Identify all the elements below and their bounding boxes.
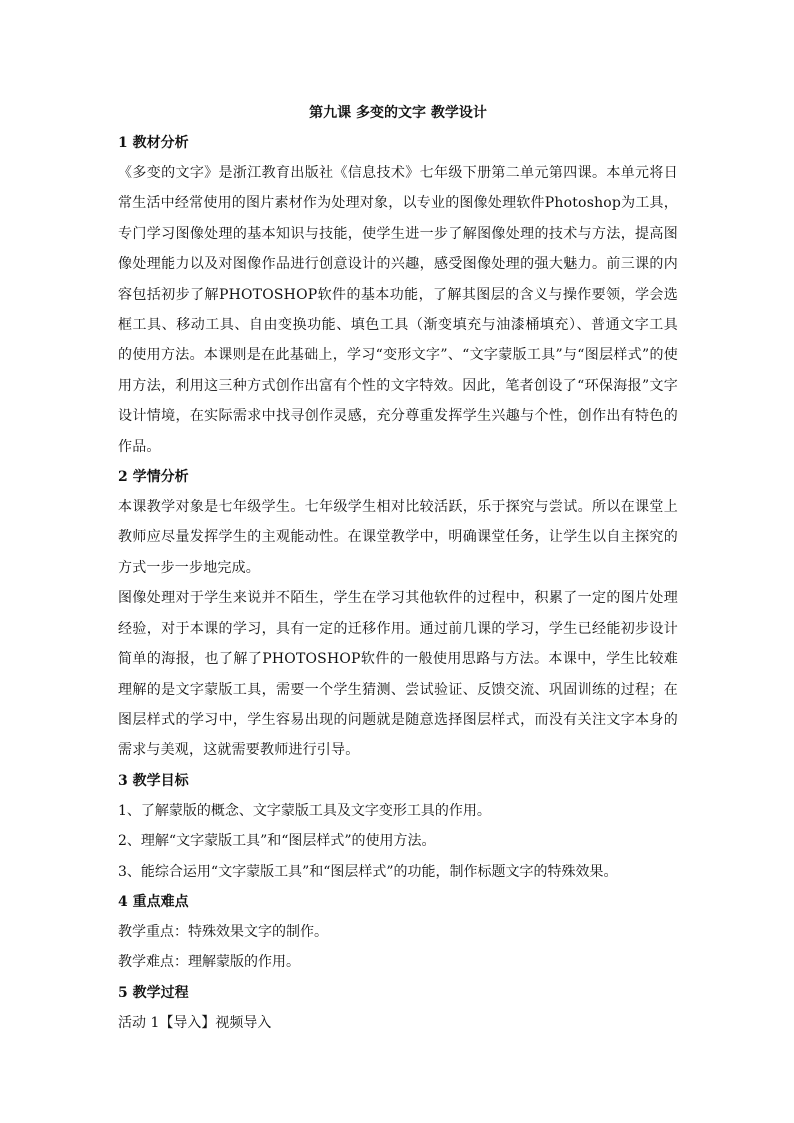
section-heading: 5 教学过程 bbox=[118, 984, 189, 1001]
section-teaching-process bbox=[118, 978, 678, 1038]
paragraph: 图像处理对于学生来说并不陌生，学生在学习其他软件的过程中，积累了一定的图片处理经验，对于本课的学习，具有一定的迁移作用。通过前几课的学习，学生已经能初步设计简单的海报，也了解了PHOTOSHOP软件的一般使用思路与方法。本课中，学生比较难理解的是文字蒙版工具，需要一个学生猜测、尝试验证、反馈交流、巩固训练的过程；在图层样式的学习中，学生容易出现的问题就是随意选择图层样式，而没有关注文字本身的需求与美观，这就需要教师进行引导。 bbox=[118, 590, 678, 759]
objective-item: 3、能综合运用“文字蒙版工具”和“图层样式”的功能，制作标题文字的特殊效果。 bbox=[118, 863, 618, 880]
document-page bbox=[118, 98, 678, 1038]
section-teaching-objectives bbox=[118, 766, 678, 887]
section-key-points bbox=[118, 887, 678, 978]
document-title: 第九课 多变的文字 教学设计 bbox=[309, 105, 487, 121]
section-student-analysis bbox=[118, 462, 678, 766]
paragraph: 《多变的文字》是浙江教育出版社《信息技术》七年级下册第二单元第四课。本单元将日常生活中经常使用的图片素材作为处理对象，以专业的图像处理软件Photoshop为工具，专门学习图像处理的基本知识与技能，使学生进一步了解图像处理的技术与方法，提高图像处理能力以及对图像作品进行创意设计的兴趣，感受图像处理的强大魅力。前三课的内容包括初步了解PHOTOSHOP软件的基本功能，了解其图层的含义与操作要领，学会选框工具、移动工具、自由变换功能、填色工具（渐变填充与油漆桶填充）、普通文字工具的使用方法。本课则是在此基础上，学习“变形文字”、“文字蒙版工具”与“图层样式”的使用方法，利用这三种方式创作出富有个性的文字特效。因此，笔者创设了“环保海报”文字设计情境，在实际需求中找寻创作灵感，充分尊重发挥学生兴趣与个性，创作出有特色的作品。 bbox=[118, 165, 678, 455]
section-heading: 3 教学目标 bbox=[118, 772, 189, 789]
section-heading: 4 重点难点 bbox=[118, 893, 189, 910]
activity-item: 活动 1【导入】视频导入 bbox=[118, 1014, 272, 1031]
difficulty-item: 教学难点：理解蒙版的作用。 bbox=[118, 954, 300, 971]
key-point-item: 教学重点：特殊效果文字的制作。 bbox=[118, 923, 328, 940]
objective-item: 1、了解蒙版的概念、文字蒙版工具及文字变形工具的作用。 bbox=[118, 802, 491, 819]
paragraph: 本课教学对象是七年级学生。七年级学生相对比较活跃，乐于探究与尝试。所以在课堂上教师应尽量发挥学生的主观能动性。在课堂教学中，明确课堂任务，让学生以自主探究的方式一步一步地完成。 bbox=[118, 499, 678, 576]
objective-item: 2、理解“文字蒙版工具”和“图层样式”的使用方法。 bbox=[118, 833, 436, 850]
section-heading: 1 教材分析 bbox=[118, 135, 189, 151]
section-heading: 2 学情分析 bbox=[118, 469, 189, 486]
section-textbook-analysis bbox=[118, 128, 678, 462]
